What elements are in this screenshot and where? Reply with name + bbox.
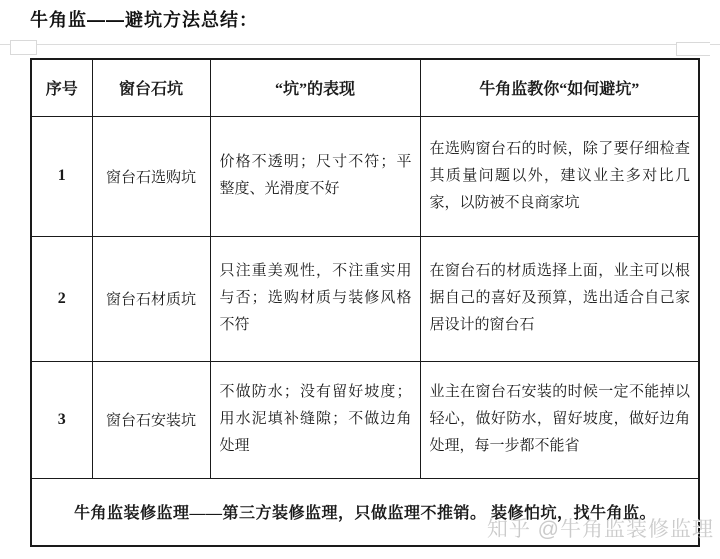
text-boundary-box-left [10,40,37,55]
footer-slogan: 牛角监装修监理——第三方装修监理，只做监理不推销。 装修怕坑，找牛角监。 [31,478,699,546]
page-title: 牛角监——避坑方法总结： [30,10,258,30]
row-number: 1 [31,116,92,236]
table-row [31,236,699,361]
row-number: 3 [31,361,92,478]
zhihu-watermark: 知乎 @牛角监装修监理 [486,518,714,541]
header-cell-advice: 牛角监教你“如何避坑” [420,59,699,116]
pit-advice: 业主在窗台石安装的时候一定不能掉以轻心，做好防水，留好坡度，做好边角处理，每一步都不能省 [420,361,699,478]
header-cell-no: 序号 [31,59,92,116]
pit-name: 窗台石选购坑 [92,116,210,236]
text-boundary-box-right [676,42,710,56]
row-number: 2 [31,236,92,361]
pit-advice: 在选购窗台石的时候，除了要仔细检查其质量问题以外，建议业主多对比几家，以防被不良商家坑 [420,116,699,236]
pit-symptom: 价格不透明；尺寸不符；平整度、光滑度不好 [210,116,420,236]
pit-name: 窗台石材质坑 [92,236,210,361]
pit-symptom: 只注重美观性，不注重实用与否；选购材质与装修风格不符 [210,236,420,361]
header-cell-pit: 窗台石坑 [92,59,210,116]
pit-advice: 在窗台石的材质选择上面，业主可以根据自己的喜好及预算，选出适合自己家居设计的窗台石 [420,236,699,361]
text-boundary-line [0,44,720,45]
pit-symptom: 不做防水；没有留好坡度；用水泥填补缝隙；不做边角处理 [210,361,420,478]
table-row [31,116,699,236]
header-cell-symptom: “坑”的表现 [210,59,420,116]
pit-summary-table [30,58,700,547]
table-header-row [31,59,699,116]
pit-name: 窗台石安装坑 [92,361,210,478]
table-row [31,361,699,478]
